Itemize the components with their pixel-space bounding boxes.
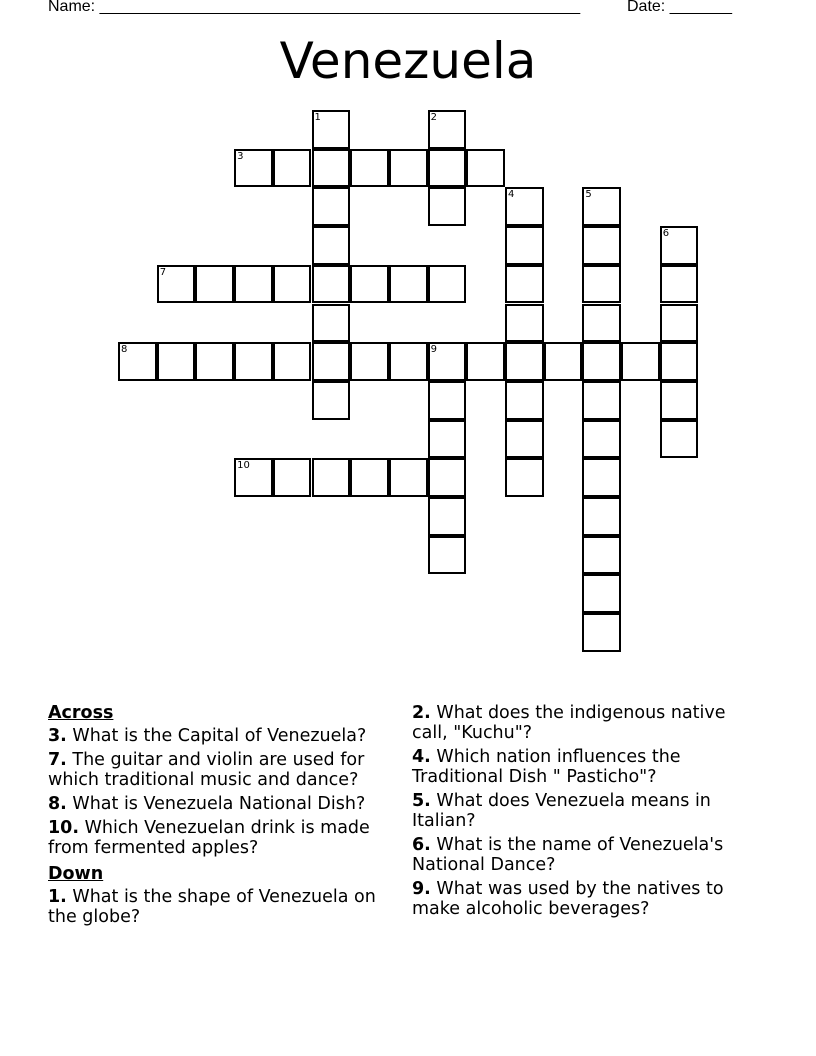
grid-cell[interactable] [389, 149, 428, 188]
grid-cell[interactable] [234, 342, 273, 381]
grid-cell[interactable] [312, 458, 351, 497]
grid-cell[interactable] [505, 458, 544, 497]
clue-number-label: 9 [430, 344, 437, 356]
clue-text: What is the name of Venezuela's National Dance? [412, 835, 724, 875]
clue-across-8 [48, 794, 393, 814]
grid-cell[interactable] [312, 110, 351, 149]
clue-text: What was used by the natives to make alcoholic beverages? [412, 879, 724, 919]
clue-number: 9. [412, 879, 431, 899]
grid-cell[interactable] [428, 187, 467, 226]
grid-cell[interactable] [428, 420, 467, 459]
grid-cell[interactable] [234, 458, 273, 497]
page-title: Venezuela [279, 32, 537, 90]
grid-cell[interactable] [505, 304, 544, 343]
grid-cell[interactable] [582, 574, 621, 613]
grid-cell[interactable] [350, 458, 389, 497]
grid-cell[interactable] [273, 149, 312, 188]
grid-cell[interactable] [312, 381, 351, 420]
grid-cell[interactable] [544, 342, 583, 381]
clue-text: The guitar and violin are used for which traditional music and dance? [48, 750, 365, 790]
grid-cell[interactable] [582, 536, 621, 575]
clue-number: 5. [412, 791, 431, 811]
grid-cell[interactable] [273, 342, 312, 381]
grid-cell[interactable] [312, 149, 351, 188]
grid-cell[interactable] [428, 381, 467, 420]
clues-column-left [48, 703, 393, 931]
grid-cell[interactable] [389, 265, 428, 304]
grid-cell[interactable] [428, 497, 467, 536]
grid-cell[interactable] [234, 265, 273, 304]
clue-text: What does the indigenous native call, "Kuchu"? [412, 703, 726, 743]
clue-number: 10. [48, 818, 80, 838]
grid-cell[interactable] [582, 226, 621, 265]
grid-cell[interactable] [466, 342, 505, 381]
clue-text: What is the shape of Venezuela on the globe? [48, 887, 376, 927]
clue-number: 6. [412, 835, 431, 855]
grid-cell[interactable] [428, 536, 467, 575]
clue-number: 7. [48, 750, 67, 770]
clue-number: 4. [412, 747, 431, 767]
clue-number-label: 5 [585, 189, 592, 201]
grid-cell[interactable] [582, 342, 621, 381]
clue-down-1 [48, 887, 393, 927]
grid-cell[interactable] [428, 458, 467, 497]
grid-cell[interactable] [660, 265, 699, 304]
clue-number-label: 1 [314, 112, 321, 123]
grid-cell[interactable] [350, 342, 389, 381]
clue-down-5 [412, 791, 757, 831]
grid-cell[interactable] [660, 420, 699, 459]
clue-number-label: 8 [121, 344, 128, 356]
clue-down-6 [412, 835, 757, 875]
grid-cell[interactable] [621, 342, 660, 381]
name-field[interactable]: Name: ______________________________________________________ [48, 0, 581, 15]
grid-cell[interactable] [312, 187, 351, 226]
grid-cell[interactable] [582, 420, 621, 459]
clue-number-label: 7 [159, 266, 167, 278]
clue-number-label: 10 [237, 460, 250, 472]
grid-cell[interactable] [505, 265, 544, 304]
clue-number-label: 3 [237, 150, 244, 162]
grid-cell[interactable] [582, 497, 621, 536]
grid-cell[interactable] [312, 342, 351, 381]
clue-number-label: 4 [508, 189, 515, 201]
grid-cell[interactable] [505, 342, 544, 381]
clue-text: What is the Capital of Venezuela? [72, 726, 367, 746]
clue-number: 1. [48, 887, 67, 907]
grid-cell[interactable] [428, 265, 467, 304]
clue-down-9 [412, 879, 757, 919]
clue-text: Which Venezuelan drink is made from fermented apples? [48, 818, 370, 858]
grid-cell[interactable] [582, 613, 621, 652]
grid-cell[interactable] [428, 342, 467, 381]
clue-number: 2. [412, 703, 431, 723]
across-heading: Across [48, 703, 114, 723]
clue-across-10 [48, 818, 393, 858]
grid-cell[interactable] [660, 304, 699, 343]
date-field[interactable]: Date: _______ [627, 0, 732, 15]
grid-cell[interactable] [350, 149, 389, 188]
grid-cell[interactable] [389, 458, 428, 497]
clue-number-label: 6 [662, 228, 670, 240]
down-heading: Down [48, 864, 104, 884]
grid-cell[interactable] [582, 458, 621, 497]
grid-cell[interactable] [312, 226, 351, 265]
grid-cell[interactable] [350, 265, 389, 304]
grid-cell[interactable] [660, 342, 699, 381]
grid-cell[interactable] [660, 381, 699, 420]
grid-cell[interactable] [428, 149, 467, 188]
grid-cell[interactable] [505, 226, 544, 265]
grid-cell[interactable] [273, 458, 312, 497]
grid-cell[interactable] [234, 149, 273, 188]
clue-down-2 [412, 703, 757, 743]
grid-cell[interactable] [273, 265, 312, 304]
grid-cell[interactable] [505, 420, 544, 459]
clues-column-right [412, 703, 757, 923]
grid-cell[interactable] [157, 265, 196, 304]
grid-cell[interactable] [582, 187, 621, 226]
grid-cell[interactable] [660, 226, 699, 265]
grid-cell[interactable] [582, 304, 621, 343]
grid-cell[interactable] [505, 187, 544, 226]
grid-cell[interactable] [582, 381, 621, 420]
grid-cell[interactable] [312, 265, 351, 304]
clue-number: 8. [48, 794, 67, 814]
grid-cell[interactable] [195, 342, 234, 381]
clue-down-4 [412, 747, 757, 787]
clue-number-label: 2 [430, 112, 437, 123]
grid-cell[interactable] [582, 265, 621, 304]
clue-text: What does Venezuela means in Italian? [412, 791, 711, 831]
clue-text: Which nation influences the Traditional Dish " Pasticho"? [412, 747, 681, 787]
clue-across-7 [48, 750, 393, 790]
grid-cell[interactable] [118, 342, 157, 381]
grid-cell[interactable] [505, 381, 544, 420]
grid-cell[interactable] [312, 304, 351, 343]
grid-cell[interactable] [195, 265, 234, 304]
clue-text: What is Venezuela National Dish? [72, 794, 366, 814]
grid-cell[interactable] [157, 342, 196, 381]
grid-cell[interactable] [466, 149, 505, 188]
clue-number: 3. [48, 726, 67, 746]
grid-cell[interactable] [428, 110, 467, 149]
grid-cell[interactable] [389, 342, 428, 381]
clue-across-3 [48, 726, 393, 746]
